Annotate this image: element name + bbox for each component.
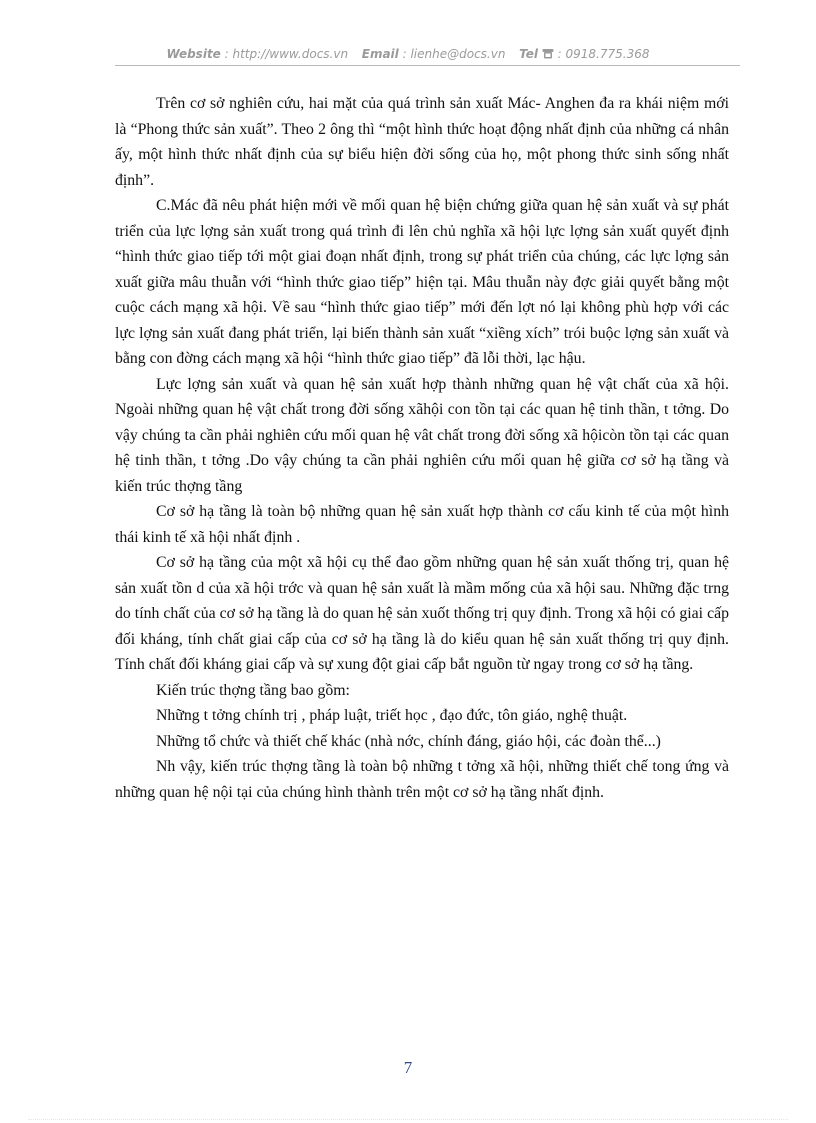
email-address[interactable]: : lienhe@docs.vn: [402, 47, 506, 61]
website-label: Website: [166, 47, 221, 61]
body-text: [115, 91, 729, 805]
paragraph: Kiến trúc thợng tầng bao gồm:: [156, 681, 350, 699]
tel-number: : 0918.775.368: [557, 47, 650, 61]
page-header: [0, 47, 816, 61]
paragraph: Những t tởng chính trị , pháp luật, triết học , đạo đức, tôn giáo, nghệ thuật.: [156, 707, 628, 724]
paragraph: C.Mác đã nêu phát hiện mới về mối quan hệ biện chứng giữa quan hệ sản xuất và sự phát triển của lực lợng sản xuất trong quá trình đi lên chủ nghĩa xã hội lực lợng sản xuất quyết định “hình thức giao tiếp tới một giai đoạn nhất định, trong sự phát triển của chúng, các lực lợng sản xuất giữa mâu thuẫn với “hình thức giao tiếp” hiện tại. Mâu thuẫn này đợc giải quyết bằng một cuộc cách mạng xã hội. Về sau “hình thức giao tiếp” mới đến lợt nó lại không phù hợp với các lực lợng sản xuất đang phát triển, lại biến thành sản xuất “xiềng xích” trói buộc lợng sản xuất và bằng con đờng cách mạng xã hội “hình thức giao tiếp” đã lỗi thời, lạc hậu.: [115, 197, 729, 367]
page-number: 7: [403, 1058, 413, 1077]
paragraph: Cơ sở hạ tầng là toàn bộ những quan hệ sản xuất hợp thành cơ cấu kinh tế của một hình thái kinh tế xã hội nhất định .: [115, 503, 729, 546]
email-label: Email: [361, 47, 399, 61]
paragraph: Cơ sở hạ tầng của một xã hội cụ thể đao gồm những quan hệ sản xuất thống trị, quan hệ sản xuất tồn d của xã hội trớc và quan hệ sản xuất là mầm mống của xã hội sau. Những đặc trng do tính chất của cơ sở hạ tầng là do quan hệ sản xuốt thống trị quy định. Trong xã hội có giai cấp đối kháng, tính chất giai cấp của cơ sở hạ tầng là do kiểu quan hệ sản xuất thống trị quy định. Tính chất đối kháng giai cấp và sự xung đột giai cấp bắt nguồn từ ngay trong cơ sở hạ tầng.: [115, 554, 729, 673]
website-url[interactable]: : http://www.docs.vn: [224, 47, 349, 61]
paragraph: Nh vậy, kiến trúc thợng tầng là toàn bộ những t tởng xã hội, những thiết chế tong ứng và những quan hệ nội tại của chúng hình thành trên một cơ sở hạ tầng nhất định.: [115, 758, 729, 801]
paragraph: Lực lợng sản xuất và quan hệ sản xuất hợp thành những quan hệ vật chất của xã hội. Ngoài những quan hệ vật chất trong đời sống xãhội con tồn tại các quan hệ tinh thần, t tởng. Do vậy chúng ta cần phải nghiên cứu mối quan hệ vât chất trong đời sống xã hộicòn tồn tại các quan hệ tinh thần, t tởng .Do vậy chúng ta cần phải nghiên cứu mối quan hệ giữa cơ sở hạ tầng và kiến trúc thợng tầng: [115, 375, 729, 495]
header-divider: [115, 65, 740, 66]
paragraph: Trên cơ sở nghiên cứu, hai mặt của quá trình sản xuất Mác- Anghen đa ra khái niệm mới là “Phong thức sản xuất”. Theo 2 ông thì “một hình thức hoạt động nhất định của những cá nhân ấy, một hình thức nhất định của sự biểu hiện đời sống của họ, một phong thức sinh sống nhất định”.: [115, 95, 729, 189]
telephone-icon: [542, 47, 558, 61]
tel-label: Tel: [519, 47, 538, 61]
page-bottom-border: [28, 1119, 788, 1120]
paragraph: Những tổ chức và thiết chế khác (nhà nớc, chính đáng, giáo hội, các đoàn thể...): [156, 732, 661, 750]
